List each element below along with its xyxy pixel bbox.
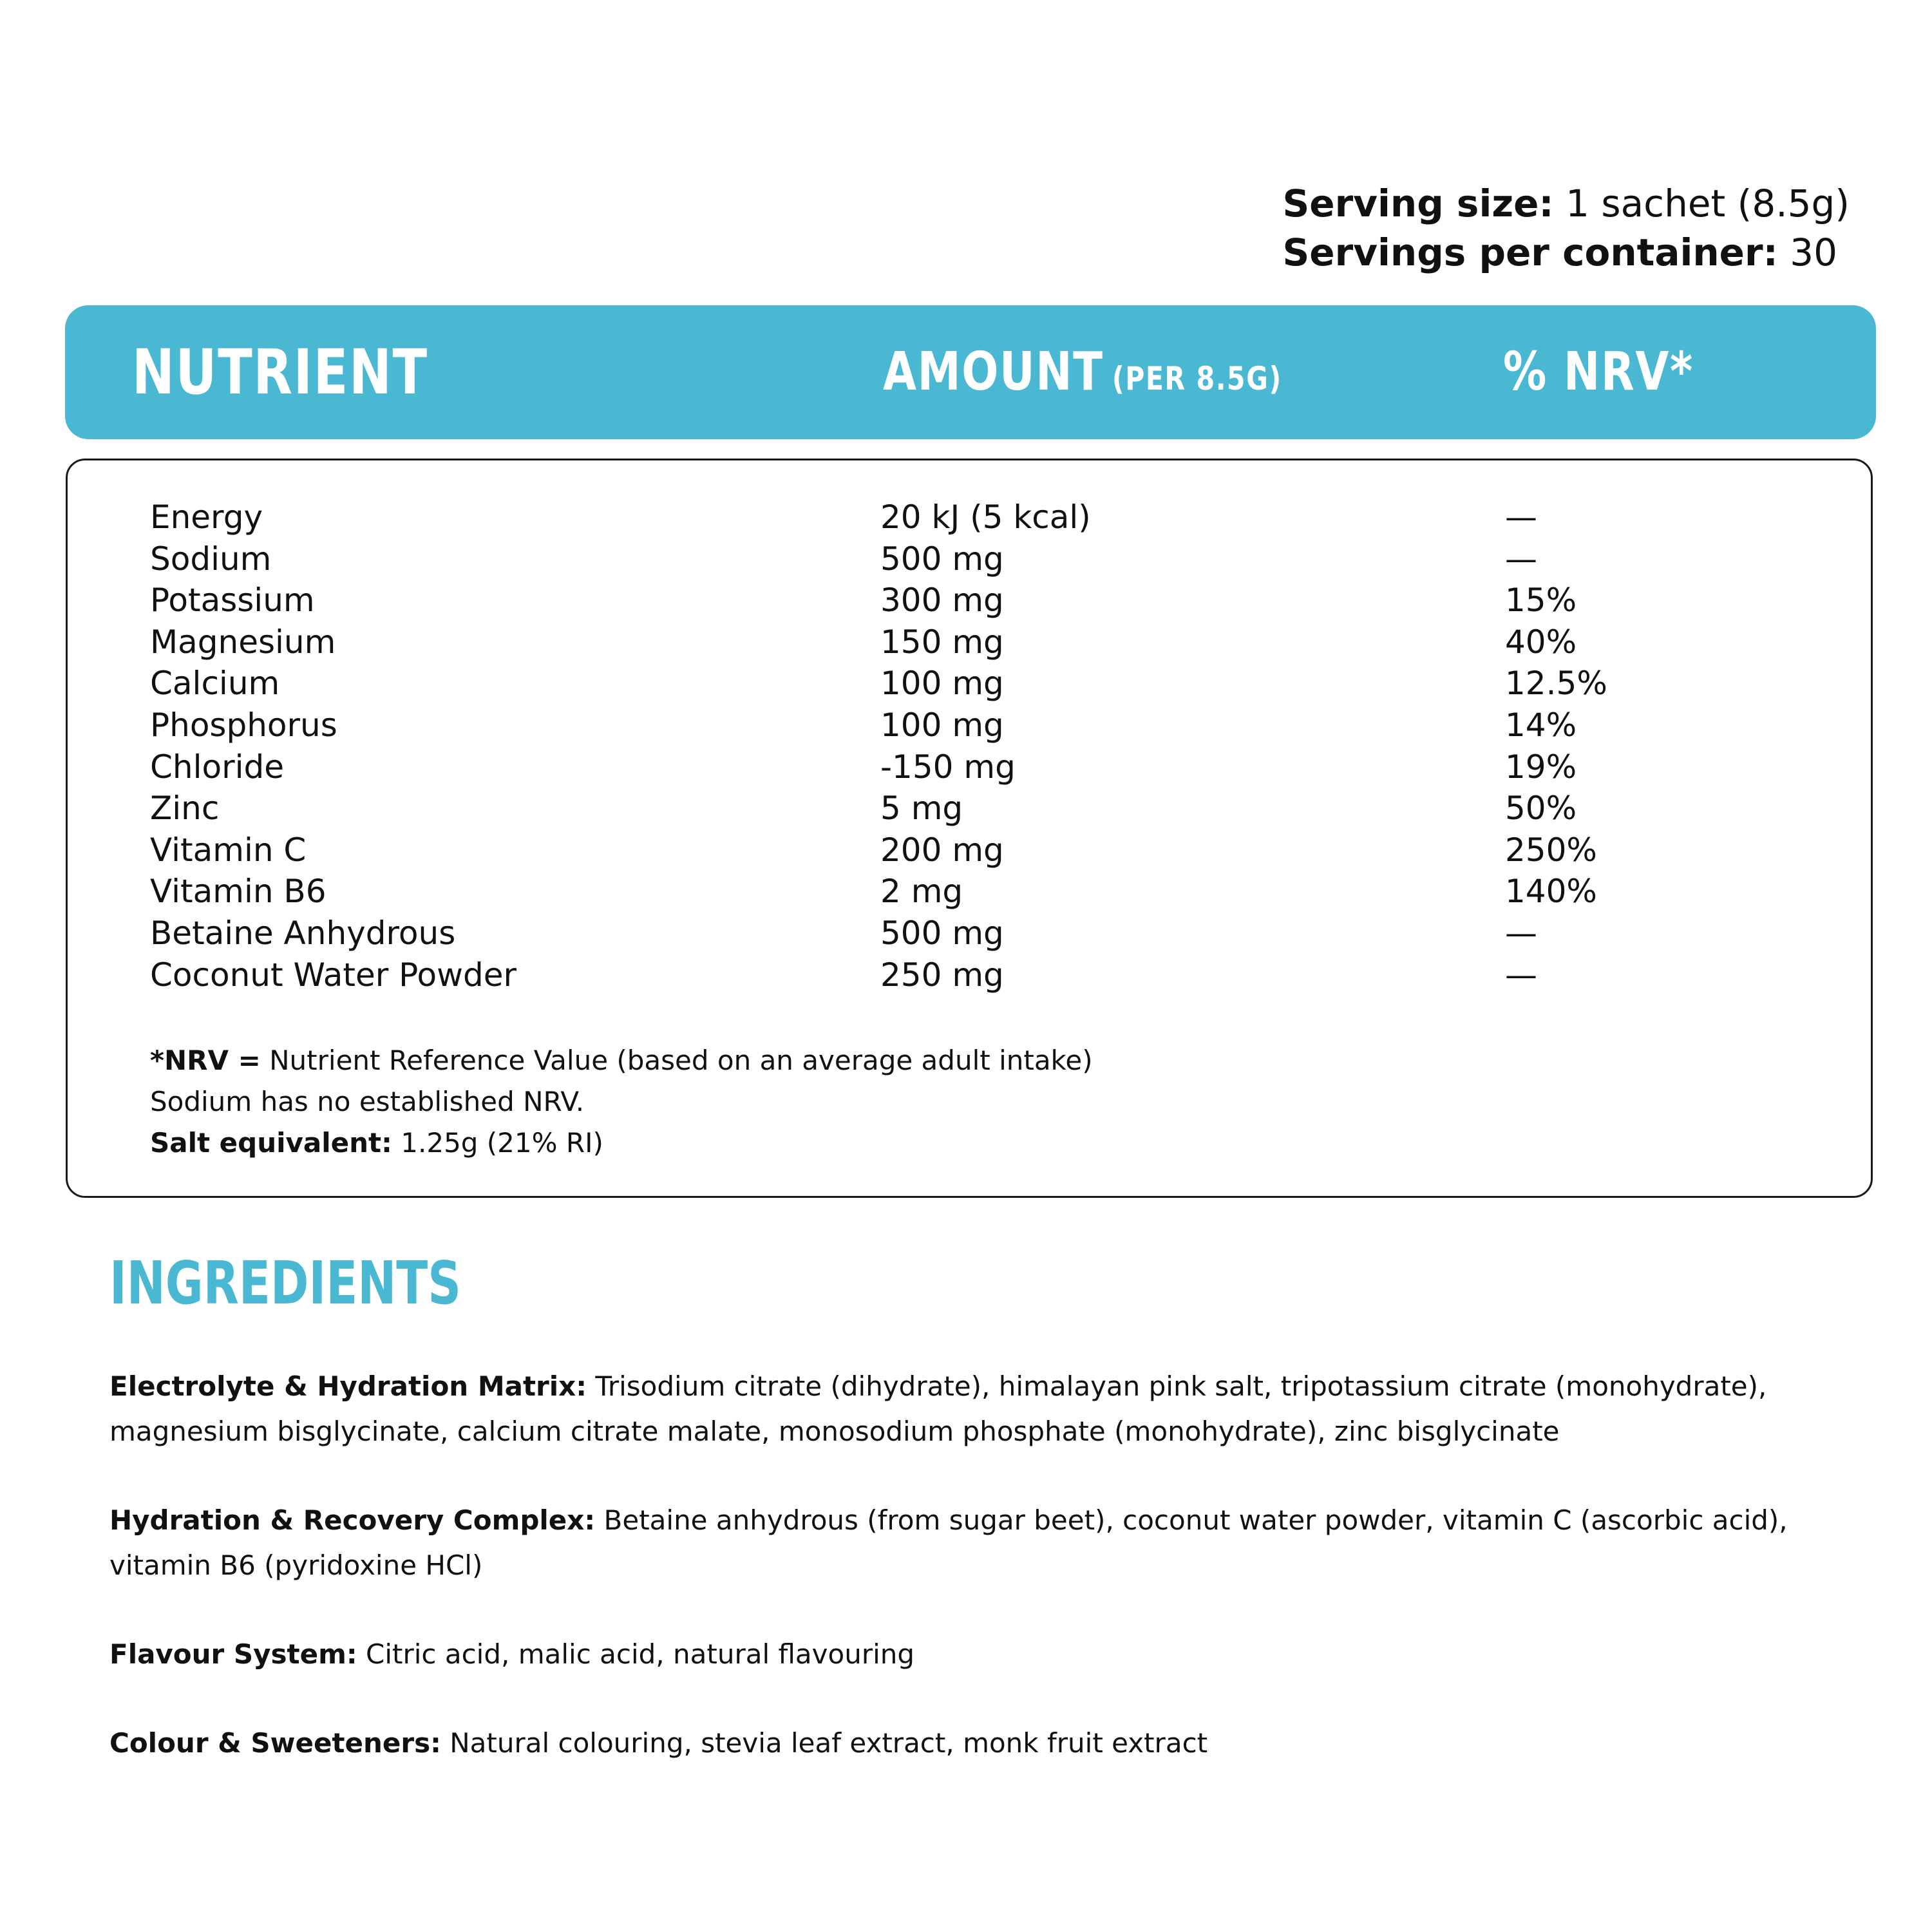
servings-per-container-label: Servings per container: — [1282, 231, 1778, 274]
nutrient-amount: 500 mg — [880, 914, 1004, 952]
table-row — [150, 497, 1824, 538]
serving-info — [1283, 179, 1850, 277]
table-row — [150, 829, 1824, 871]
table-row — [150, 538, 1824, 580]
ingredient-group — [109, 1364, 1823, 1454]
nutrient-name: Chloride — [150, 748, 285, 786]
nutrition-table-body — [66, 459, 1873, 1198]
ingredient-group-label: Colour & Sweeteners: — [109, 1727, 441, 1759]
nutrient-amount: 20 kJ (5 kcal) — [880, 498, 1091, 536]
nutrient-nrv: — — [1505, 498, 1537, 536]
nutrient-nrv: 15% — [1505, 582, 1577, 620]
nutrient-nrv: 250% — [1505, 831, 1597, 869]
nutrient-nrv: 40% — [1505, 623, 1577, 661]
table-row — [150, 663, 1824, 705]
nutrient-name: Betaine Anhydrous — [150, 914, 456, 952]
nutrient-rows — [150, 497, 1824, 996]
nutrient-name: Potassium — [150, 582, 315, 620]
nutrient-name: Calcium — [150, 665, 280, 703]
table-row — [150, 913, 1824, 954]
nutrient-amount: 500 mg — [880, 540, 1004, 578]
header-amount — [883, 305, 1282, 439]
nutrient-name: Energy — [150, 498, 263, 536]
nutrient-name: Phosphorus — [150, 706, 337, 744]
header-amount-label: AMOUNT — [883, 341, 1104, 402]
nutrient-name: Vitamin B6 — [150, 873, 327, 911]
nutrient-name: Zinc — [150, 790, 220, 828]
header-nrv: % NRV* — [1503, 341, 1694, 402]
nutrient-amount: 300 mg — [880, 582, 1004, 620]
ingredient-group-label: Flavour System: — [109, 1638, 357, 1670]
nutrient-name: Magnesium — [150, 623, 336, 661]
nutrient-amount: 5 mg — [880, 790, 963, 828]
ingredient-group-label: Hydration & Recovery Complex: — [109, 1504, 596, 1536]
nutrient-name: Vitamin C — [150, 831, 307, 869]
nutrient-nrv: — — [1505, 540, 1537, 578]
table-row — [150, 954, 1824, 996]
nutrient-amount: 100 mg — [880, 706, 1004, 744]
table-row — [150, 871, 1824, 913]
nutrient-name: Coconut Water Powder — [150, 956, 517, 994]
table-row — [150, 705, 1824, 746]
nutrient-amount: 250 mg — [880, 956, 1004, 994]
salt-note-value: 1.25g (21% RI) — [392, 1127, 603, 1159]
nutrient-nrv: 12.5% — [1505, 665, 1607, 703]
nrv-note-label: *NRV = — [150, 1045, 261, 1076]
nutrient-name: Sodium — [150, 540, 272, 578]
table-row — [150, 788, 1824, 829]
serving-size-line — [1283, 179, 1850, 228]
serving-size-label: Serving size: — [1282, 182, 1554, 225]
nutrient-amount: 2 mg — [880, 873, 963, 911]
ingredient-group — [109, 1721, 1823, 1766]
ingredients-title: INGREDIENTS — [109, 1249, 461, 1318]
table-row — [150, 580, 1824, 621]
nutrient-nrv: — — [1505, 914, 1537, 952]
nutrient-nrv: 19% — [1505, 748, 1577, 786]
nutrient-amount: 100 mg — [880, 665, 1004, 703]
nutrient-amount: 150 mg — [880, 623, 1004, 661]
serving-size-value: 1 sachet (8.5g) — [1553, 182, 1850, 225]
nutrient-nrv: 14% — [1505, 706, 1577, 744]
nrv-note-text: Nutrient Reference Value (based on an average adult intake) — [260, 1045, 1093, 1076]
ingredient-group-text: Trisodium citrate (dihydrate), himalayan pink salt, tripotassium citrate (monohydrate), magnesium bisglycinate, calcium citrate malate, monosodium phosphate (monohydrate), zinc bisglycinate — [109, 1370, 1767, 1447]
table-notes — [150, 1040, 1093, 1164]
ingredient-group-text: Natural colouring, stevia leaf extract, monk fruit extract — [440, 1727, 1208, 1759]
ingredient-group — [109, 1632, 1823, 1677]
salt-note — [150, 1122, 1093, 1164]
nutrient-nrv: — — [1505, 956, 1537, 994]
ingredient-group — [109, 1498, 1823, 1588]
ingredient-group-text: Citric acid, malic acid, natural flavouring — [357, 1638, 915, 1670]
table-row — [150, 746, 1824, 788]
nutrient-nrv: 50% — [1505, 790, 1577, 828]
salt-note-label: Salt equivalent: — [150, 1127, 392, 1159]
nrv-note — [150, 1040, 1093, 1081]
ingredient-group-text: Betaine anhydrous (from sugar beet), coconut water powder, vitamin C (ascorbic acid), vitamin B6 (pyridoxine HCl) — [109, 1504, 1788, 1581]
header-nutrient: NUTRIENT — [132, 336, 428, 408]
servings-per-container-line — [1283, 228, 1850, 277]
nutrition-table-header — [65, 305, 1876, 439]
servings-per-container-value: 30 — [1777, 231, 1838, 274]
table-row — [150, 621, 1824, 663]
nutrient-amount: 200 mg — [880, 831, 1004, 869]
nutrient-amount: -150 mg — [880, 748, 1016, 786]
sodium-note: Sodium has no established NRV. — [150, 1086, 585, 1117]
header-amount-sub: (PER 8.5G) — [1112, 360, 1282, 397]
ingredient-group-label: Electrolyte & Hydration Matrix: — [109, 1370, 587, 1402]
nutrient-nrv: 140% — [1505, 873, 1597, 911]
